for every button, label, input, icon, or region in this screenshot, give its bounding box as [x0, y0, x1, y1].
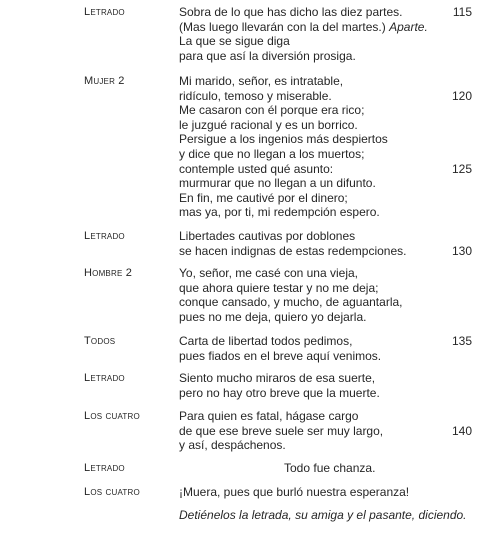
verse-line: para que así la diversión prosiga. — [179, 48, 356, 63]
verse-line: y así, despáchenos. — [179, 438, 286, 453]
verse-line: conque cansado, y mucho, de aguantarla, — [179, 295, 403, 310]
verse-line: se hacen indignas de estas redempciones. — [179, 243, 407, 258]
verse-line: y dice que no llegan a los muertos; — [179, 146, 365, 161]
verse-line: pues fiados en el breve aquí venimos. — [179, 348, 382, 363]
verse-line: ¡Muera, pues que burló nuestra esperanza! — [179, 485, 410, 499]
verse-line: Yo, señor, me casé con una vieja, — [179, 266, 359, 280]
speaker-label: Letrado — [84, 372, 125, 384]
verse-line: Siento mucho miraros de esa suerte, — [179, 371, 376, 385]
verse-line: que ahora quiere testar y no me deja; — [179, 280, 379, 295]
speaker-label: Letrado — [84, 230, 125, 242]
verse-line: Mi marido, señor, es intratable, — [179, 74, 344, 88]
speaker-label: Los cuatro — [84, 410, 140, 422]
verse-line: de que ese breve suele ser muy largo, — [179, 423, 384, 438]
verse-line-text: (Mas luego llevarán con la del martes.) — [179, 19, 390, 34]
verse-lines — [179, 334, 381, 363]
verse-lines — [179, 409, 383, 453]
verse-lines — [179, 74, 388, 220]
verse-line: ridículo, temoso y miserable. — [179, 88, 332, 103]
line-number: 120 — [451, 88, 472, 103]
speaker-label: Mujer 2 — [84, 75, 125, 87]
line-number: 125 — [451, 161, 472, 176]
speaker-label: Letrado — [84, 6, 125, 18]
stage-direction: Detiénelos la letrada, su amiga y el pasante, diciendo. — [179, 508, 467, 522]
speaker-label: Hombre 2 — [84, 267, 133, 279]
verse-lines — [179, 266, 403, 324]
verse-lines — [179, 371, 380, 400]
speaker-label: Letrado — [84, 462, 125, 474]
aside-direction: Aparte. — [389, 19, 428, 34]
verse-line: Persigue a los ingenios más despiertos — [179, 132, 388, 147]
verse-line: La que se sigue diga — [179, 34, 290, 49]
speaker-label: Los cuatro — [84, 486, 140, 498]
verse-line: Todo fue chanza. — [284, 461, 376, 475]
verse-line: contemple usted qué asunto: — [179, 161, 334, 176]
verse-line: murmurar que no llegan a un difunto. — [179, 176, 376, 191]
verse-line — [179, 20, 428, 35]
verse-line: Me casaron con él porque era rico; — [179, 103, 365, 118]
line-number: 135 — [451, 334, 472, 348]
verse-line: Sobra de lo que has dicho las diez partes. — [179, 5, 403, 19]
verse-lines — [179, 229, 406, 258]
verse-lines — [179, 485, 409, 500]
line-number: 115 — [452, 5, 472, 19]
verse-line: mas ya, por ti, mi redempción espero. — [179, 205, 380, 220]
line-number: 140 — [451, 423, 472, 438]
line-number: 130 — [451, 243, 472, 258]
verse-line: pero no hay otro breve que la muerte. — [179, 385, 380, 400]
verse-line: Para quien es fatal, hágase cargo — [179, 409, 359, 423]
verse-line: le juzgué racional y es un borrico. — [179, 117, 358, 132]
verse-line: pues no me deja, quiero yo dejarla. — [179, 309, 367, 324]
verse-lines — [179, 5, 428, 63]
speaker-label: Todos — [84, 335, 116, 347]
verse-line: En fin, me cautivé por el dinero; — [179, 190, 348, 205]
verse-line: Carta de libertad todos pedimos, — [179, 334, 353, 348]
verse-line: Libertades cautivas por doblones — [179, 229, 356, 243]
